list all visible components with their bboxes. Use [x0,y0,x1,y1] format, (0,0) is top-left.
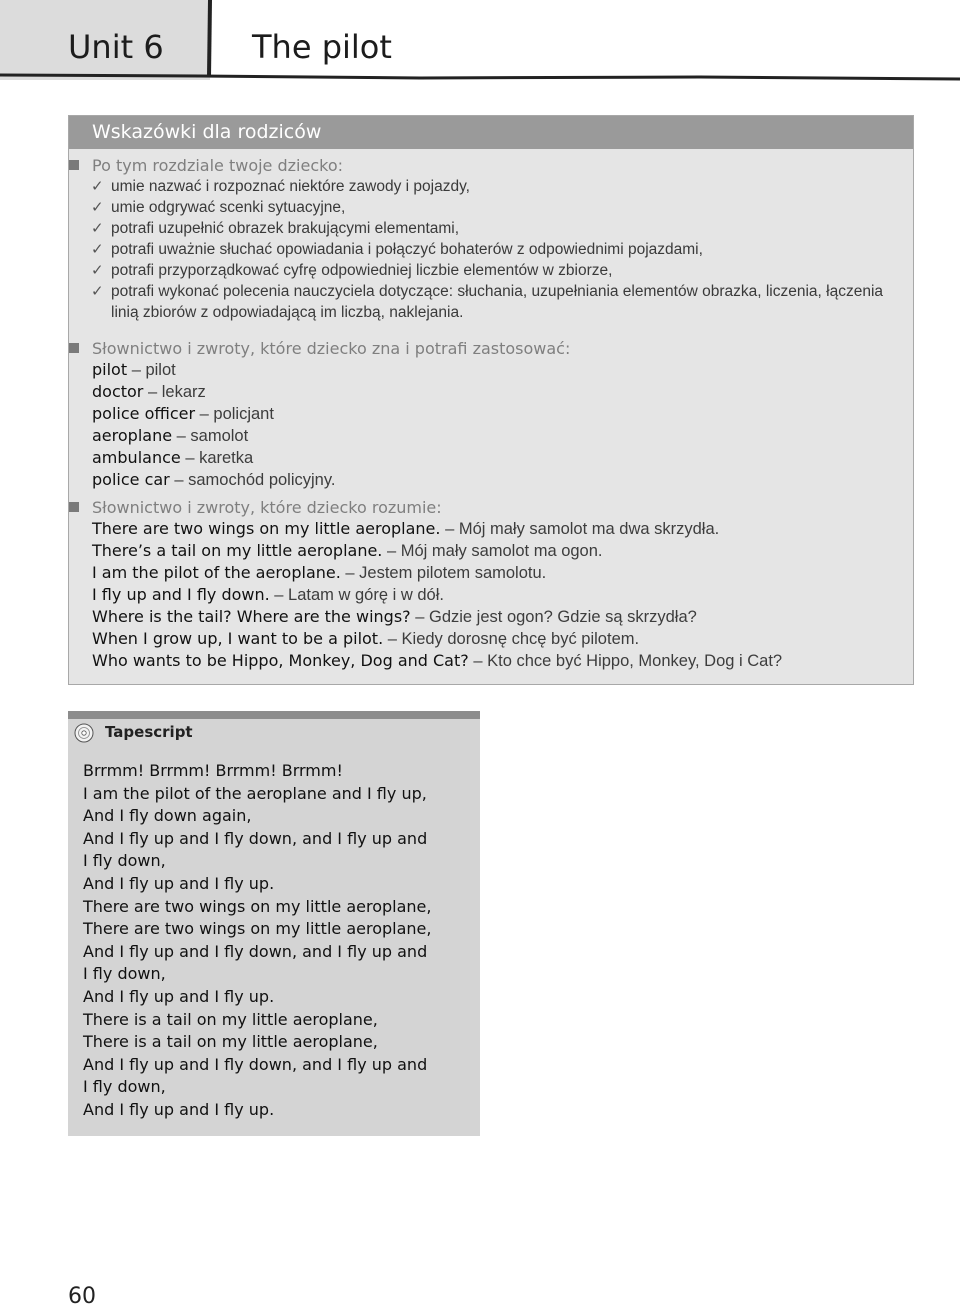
checkmark-icon: ✓ [91,262,104,279]
skills-title-text: Po tym rozdziale twoje dziecko: [92,156,343,175]
vocab-entry [92,403,899,425]
vocab-entry [92,518,899,540]
checkmark-icon: ✓ [91,283,104,300]
skill-item [69,281,899,323]
tapescript-title: Tapescript [105,723,193,741]
polish-translation: – Gdzie jest ogon? Gdzie są skrzydła? [415,608,697,626]
vocab-entry [92,584,899,606]
tapescript-line: And I fly up and I fly up. [83,873,275,893]
skills-title [69,155,899,176]
english-phrase: I fly up and I fly down. [92,585,270,604]
english-phrase: doctor [92,382,144,401]
skills-section [69,155,899,323]
vocab-entry [92,381,899,403]
skill-item [69,218,899,239]
tapescript-line: And I fly up and I fly up. [83,986,275,1006]
polish-translation: – samolot [176,427,249,445]
english-phrase: There are two wings on my little aeroplane. [92,519,441,538]
polish-translation: – samochód policyjny. [174,471,336,489]
polish-translation: – Mój mały samolot ma dwa skrzydła. [445,520,720,538]
tapescript-box [68,711,480,1136]
tapescript-line: And I fly up and I fly up. [83,1099,275,1119]
english-phrase: police car [92,470,170,489]
cd-icon [74,723,94,743]
tapescript-line: There are two wings on my little aeroplane, [83,896,432,916]
english-phrase: ambulance [92,448,181,467]
skill-text: potrafi przyporządkować cyfrę odpowiedniej liczbie elementów w zbiorze, [111,262,613,279]
tapescript-line: I am the pilot of the aeroplane and I fly up, [83,783,427,803]
english-phrase: Where is the tail? Where are the wings? [92,607,411,626]
tapescript-lines [83,760,431,1122]
polish-translation: – Jestem pilotem samolotu. [345,564,547,582]
unit-number: Unit 6 [68,28,164,66]
unit-title: The pilot [252,28,392,66]
english-phrase: aeroplane [92,426,173,445]
polish-translation: – pilot [131,361,176,379]
parent-guide-box [68,115,914,685]
polish-translation: – policjant [199,405,274,423]
tapescript-line: There is a tail on my little aeroplane, [83,1009,378,1029]
tapescript-line: I fly down, [83,964,166,984]
english-phrase: When I grow up, I want to be a pilot. [92,629,384,648]
polish-translation: – Latam w górę i w dół. [274,586,444,604]
english-phrase: There’s a tail on my little aeroplane. [92,541,383,560]
tapescript-line: And I fly up and I fly down, and I fly up and [83,828,428,848]
tapescript-line: And I fly up and I fly down, and I fly up and [83,941,428,961]
tapescript-line: There is a tail on my little aeroplane, [83,1032,378,1052]
active-vocab-title [69,338,899,359]
vocab-entry [92,469,899,491]
tapescript-line: Brrmm! Brrmm! Brrmm! Brrmm! [83,761,343,780]
skill-text: umie nazwać i rozpoznać niektóre zawody i pojazdy, [111,178,470,195]
checkmark-icon: ✓ [91,178,104,195]
vocab-entry [92,562,899,584]
checkmark-icon: ✓ [91,241,104,258]
vocab-entry [92,447,899,469]
vocab-entry [92,425,899,447]
square-bullet-icon [69,343,79,353]
page-number: 60 [68,1284,96,1309]
passive-vocab-title-text: Słownictwo i zwroty, które dziecko rozumie: [92,498,442,517]
polish-translation: – lekarz [147,383,206,401]
active-vocab-section [69,338,899,491]
polish-translation: – Kiedy dorosnę chcę być pilotem. [387,630,640,648]
vocab-entry [92,650,899,672]
tapescript-line: I fly down, [83,851,166,871]
skill-text: potrafi uważnie słuchać opowiadania i połączyć bohaterów z odpowiednimi pojazdami, [111,241,703,258]
vocab-entry [92,359,899,381]
checkmark-icon: ✓ [91,199,104,216]
polish-translation: – Kto chce być Hippo, Monkey, Dog i Cat? [473,652,783,670]
english-phrase: Who wants to be Hippo, Monkey, Dog and Cat? [92,651,469,670]
skills-list [69,176,899,323]
skill-item [69,239,899,260]
english-phrase: I am the pilot of the aeroplane. [92,563,341,582]
skill-item [69,260,899,281]
skill-item [69,176,899,197]
square-bullet-icon [69,502,79,512]
skill-text: potrafi wykonać polecenia nauczyciela dotyczące: słuchania, uzupełniania elementów obrazka, liczenia, łączenia linią zbiorów z odpowiadającą im liczbą, naklejania. [111,283,884,321]
tapescript-line: And I fly up and I fly down, and I fly up and [83,1054,428,1074]
vocab-entry [92,628,899,650]
active-vocab-title-text: Słownictwo i zwroty, które dziecko zna i potrafi zastosować: [92,339,571,358]
skill-item [69,197,899,218]
passive-vocab-title [69,497,899,518]
polish-translation: – Mój mały samolot ma ogon. [386,542,603,560]
skill-text: potrafi uzupełnić obrazek brakującymi elementami, [111,220,460,237]
passive-vocab-list [69,518,899,672]
vocab-entry [92,540,899,562]
polish-translation: – karetka [185,449,254,467]
skill-text: umie odgrywać scenki sytuacyjne, [111,199,346,216]
tapescript-line: I fly down, [83,1077,166,1097]
checkmark-icon: ✓ [91,220,104,237]
square-bullet-icon [69,160,79,170]
passive-vocab-section [69,497,899,672]
tapescript-top-bar [68,711,480,719]
tapescript-line: And I fly down again, [83,806,252,826]
english-phrase: pilot [92,360,128,379]
active-vocab-list [69,359,899,491]
guide-heading: Wskazówki dla rodziców [69,116,913,149]
tapescript-line: There are two wings on my little aeroplane, [83,919,432,939]
page-header [0,0,960,82]
english-phrase: police officer [92,404,196,423]
vocab-entry [92,606,899,628]
